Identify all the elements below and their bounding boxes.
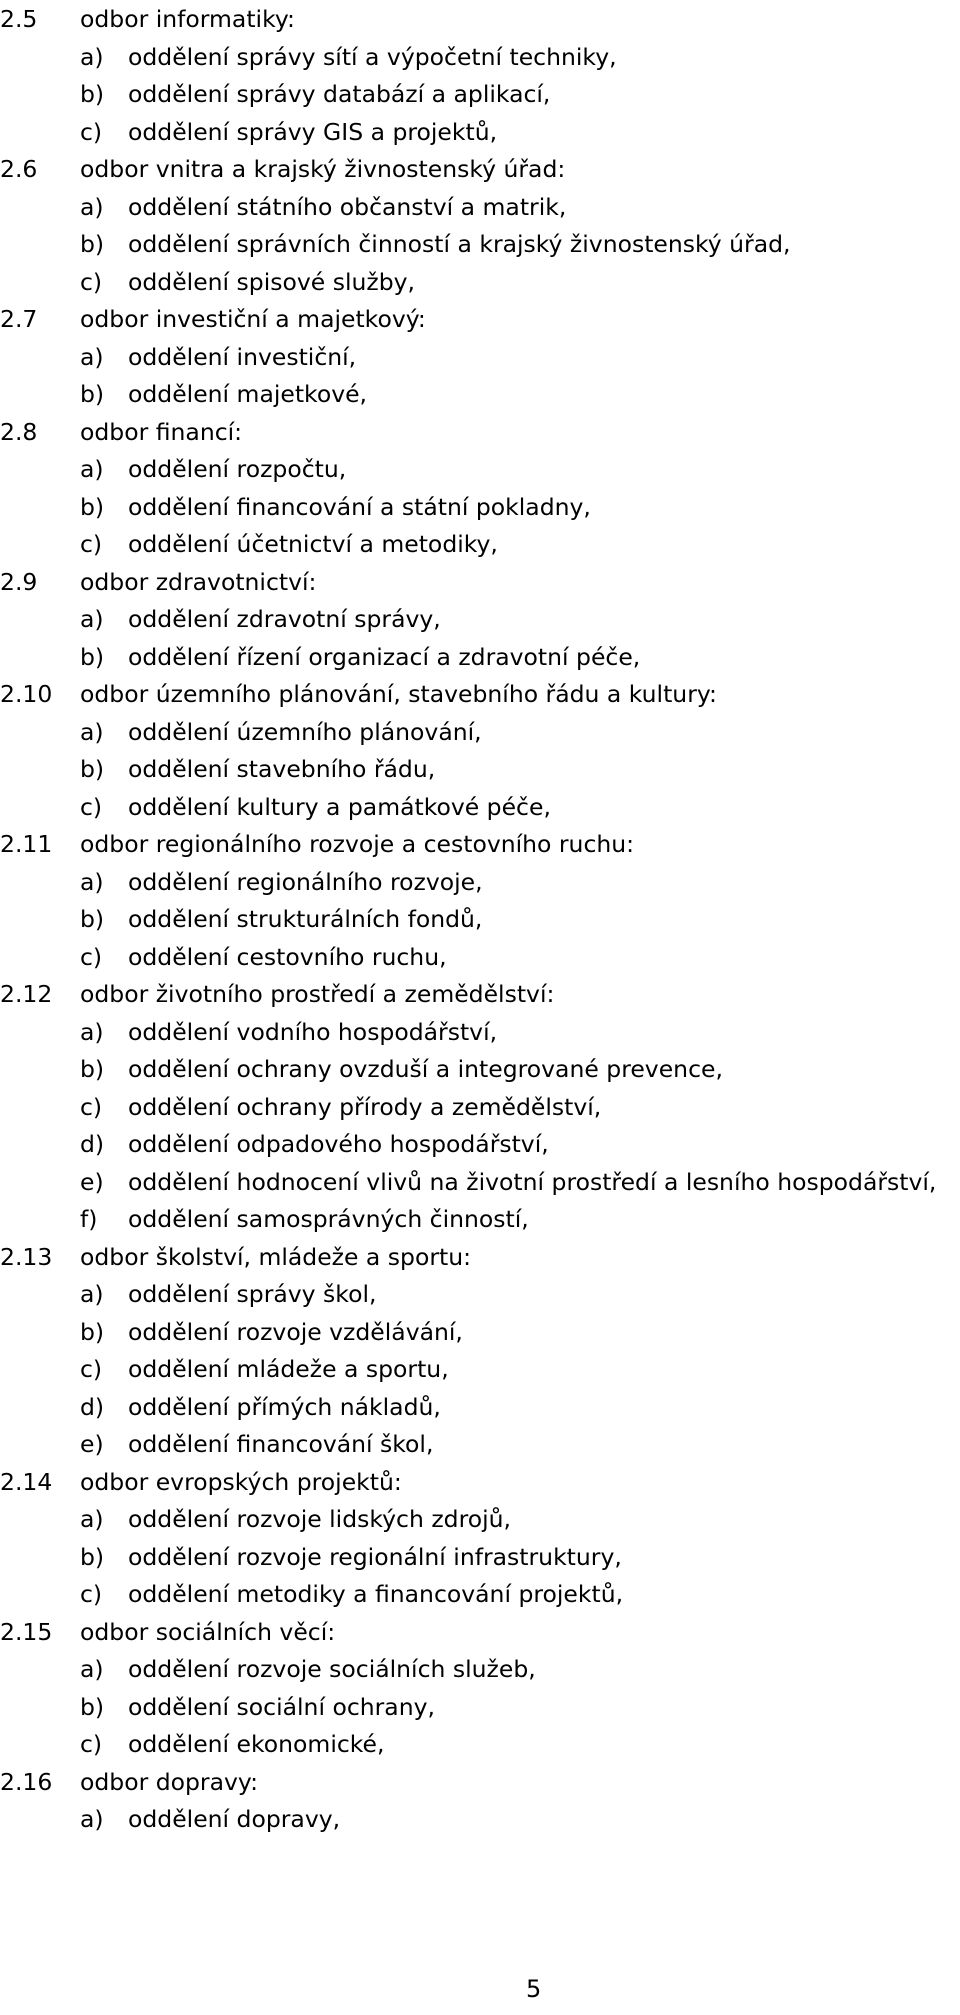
- sub-department-label: oddělení strukturálních fondů,: [128, 905, 483, 933]
- section-number: 2.9: [0, 567, 38, 596]
- sub-department-label: oddělení přímých nákladů,: [128, 1392, 441, 1421]
- item-letter: b): [80, 80, 105, 108]
- item-letter: a): [80, 1805, 104, 1833]
- item-letter: a): [80, 717, 104, 746]
- sub-department-label: oddělení hodnocení vlivů na životní prostředí a lesního hospodářství,: [128, 1167, 937, 1196]
- sub-department-label: oddělení ochrany přírody a zemědělství,: [128, 1092, 602, 1121]
- item-letter: a): [80, 867, 104, 896]
- item-letter: d): [80, 1130, 105, 1158]
- item-letter: a): [80, 605, 104, 633]
- item-letter: a): [80, 1280, 104, 1308]
- section-number: 2.12: [0, 980, 53, 1008]
- department-title: odbor sociálních věcí:: [80, 1617, 336, 1646]
- item-letter: c): [80, 792, 103, 821]
- department-title: odbor regionálního rozvoje a cestovního ruchu:: [80, 830, 635, 858]
- item-letter: c): [80, 942, 103, 971]
- department-title: odbor informatiky:: [80, 5, 295, 33]
- item-letter: b): [80, 1317, 105, 1346]
- sub-department-label: oddělení sociální ochrany,: [128, 1692, 435, 1721]
- sub-department-label: oddělení rozpočtu,: [128, 455, 347, 483]
- item-letter: b): [80, 230, 105, 258]
- item-letter: b): [80, 380, 105, 408]
- department-title: odbor financí:: [80, 417, 243, 446]
- sub-department-label: oddělení správy GIS a projektů,: [128, 117, 498, 146]
- sub-department-label: oddělení rozvoje lidských zdrojů,: [128, 1505, 511, 1533]
- item-letter: b): [80, 642, 105, 671]
- section-number: 2.5: [0, 5, 38, 33]
- sub-department-label: oddělení rozvoje vzdělávání,: [128, 1317, 463, 1346]
- sub-department-label: oddělení správy škol,: [128, 1280, 377, 1308]
- item-letter: b): [80, 1055, 105, 1083]
- sub-department-label: oddělení územního plánování,: [128, 717, 482, 746]
- department-title: odbor investiční a majetkový:: [80, 305, 426, 333]
- sub-department-label: oddělení metodiky a financování projektů,: [128, 1580, 624, 1608]
- item-letter: c): [80, 267, 103, 296]
- item-letter: c): [80, 1580, 103, 1608]
- item-letter: a): [80, 455, 104, 483]
- sub-department-label: oddělení kultury a památkové péče,: [128, 792, 551, 821]
- sub-department-label: oddělení investiční,: [128, 342, 357, 371]
- department-title: odbor vnitra a krajský živnostenský úřad:: [80, 155, 566, 183]
- sub-department-label: oddělení správy sítí a výpočetní techniky,: [128, 42, 617, 71]
- page-number: 5: [526, 1975, 542, 2003]
- sub-department-label: oddělení ochrany ovzduší a integrované prevence,: [128, 1055, 723, 1083]
- sub-department-label: oddělení stavebního řádu,: [128, 755, 436, 783]
- item-letter: e): [80, 1167, 104, 1196]
- item-letter: c): [80, 530, 103, 558]
- section-number: 2.15: [0, 1617, 53, 1646]
- sub-department-label: oddělení spisové služby,: [128, 267, 415, 296]
- item-letter: c): [80, 1092, 103, 1121]
- department-title: odbor životního prostředí a zemědělství:: [80, 980, 555, 1008]
- section-number: 2.13: [0, 1242, 53, 1271]
- sub-department-label: oddělení financování škol,: [128, 1430, 434, 1458]
- department-title: odbor dopravy:: [80, 1767, 259, 1796]
- department-title: odbor školství, mládeže a sportu:: [80, 1242, 472, 1271]
- sub-department-label: oddělení zdravotní správy,: [128, 605, 441, 633]
- section-number: 2.10: [0, 680, 53, 708]
- sub-department-label: oddělení financování a státní pokladny,: [128, 492, 591, 521]
- item-letter: f): [80, 1205, 98, 1233]
- sub-department-label: oddělení účetnictví a metodiky,: [128, 530, 498, 558]
- item-letter: c): [80, 117, 103, 146]
- sub-department-label: oddělení vodního hospodářství,: [128, 1017, 498, 1046]
- section-number: 2.16: [0, 1767, 53, 1796]
- sub-department-label: oddělení regionálního rozvoje,: [128, 867, 483, 896]
- item-letter: e): [80, 1430, 104, 1458]
- item-letter: b): [80, 905, 105, 933]
- sub-department-label: oddělení cestovního ruchu,: [128, 942, 447, 971]
- item-letter: b): [80, 1542, 105, 1571]
- sub-department-label: oddělení rozvoje regionální infrastruktury,: [128, 1542, 622, 1571]
- item-letter: b): [80, 1692, 105, 1721]
- item-letter: a): [80, 42, 104, 71]
- department-title: odbor evropských projektů:: [80, 1467, 402, 1496]
- section-number: 2.7: [0, 305, 38, 333]
- sub-department-label: oddělení správních činností a krajský živnostenský úřad,: [128, 230, 791, 258]
- sub-department-label: oddělení samosprávných činností,: [128, 1205, 529, 1233]
- section-number: 2.11: [0, 830, 53, 858]
- sub-department-label: oddělení správy databází a aplikací,: [128, 80, 551, 108]
- item-letter: a): [80, 1655, 104, 1683]
- item-letter: d): [80, 1392, 105, 1421]
- section-number: 2.14: [0, 1467, 53, 1496]
- department-title: odbor územního plánování, stavebního řádu a kultury:: [80, 680, 717, 708]
- sub-department-label: oddělení státního občanství a matrik,: [128, 192, 567, 221]
- sub-department-label: oddělení rozvoje sociálních služeb,: [128, 1655, 536, 1683]
- item-letter: b): [80, 755, 105, 783]
- sub-department-label: oddělení mládeže a sportu,: [128, 1355, 449, 1383]
- item-letter: a): [80, 192, 104, 221]
- department-title: odbor zdravotnictví:: [80, 567, 317, 596]
- sub-department-label: oddělení majetkové,: [128, 380, 368, 408]
- item-letter: c): [80, 1730, 103, 1758]
- item-letter: b): [80, 492, 105, 521]
- sub-department-label: oddělení řízení organizací a zdravotní péče,: [128, 642, 641, 671]
- item-letter: c): [80, 1355, 103, 1383]
- item-letter: a): [80, 1505, 104, 1533]
- sub-department-label: oddělení dopravy,: [128, 1805, 341, 1833]
- item-letter: a): [80, 342, 104, 371]
- item-letter: a): [80, 1017, 104, 1046]
- sub-department-label: oddělení ekonomické,: [128, 1730, 385, 1758]
- sub-department-label: oddělení odpadového hospodářství,: [128, 1130, 549, 1158]
- section-number: 2.8: [0, 417, 38, 446]
- section-number: 2.6: [0, 155, 38, 183]
